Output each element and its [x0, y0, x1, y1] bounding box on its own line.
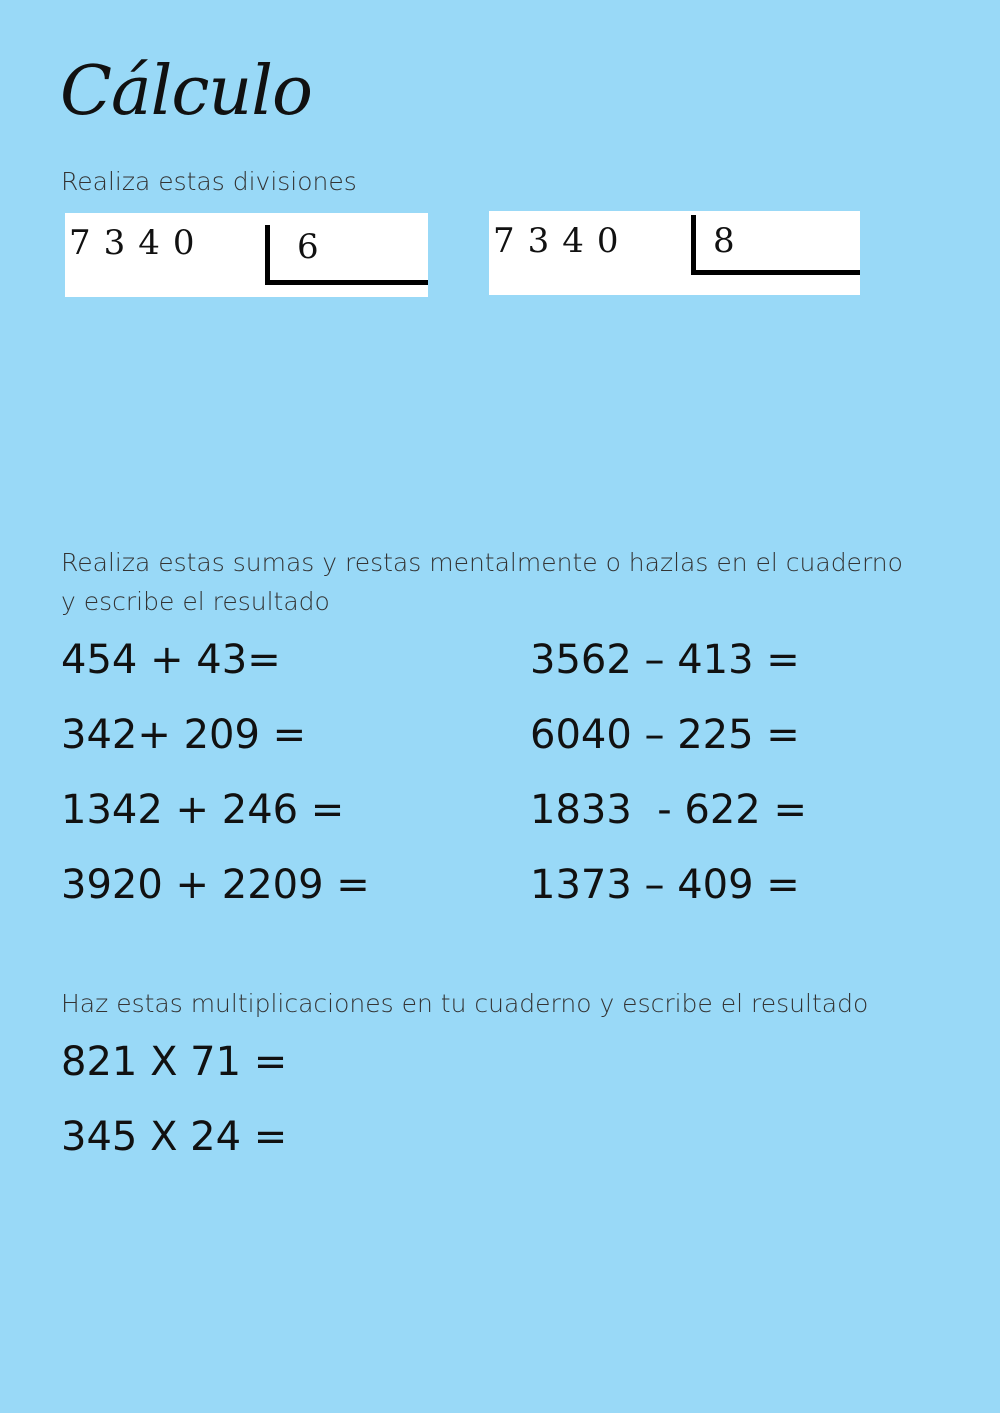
page-title: Cálculo — [60, 52, 312, 131]
dividend: 7340 — [493, 221, 632, 261]
subtraction-problem: 3562 – 413 = — [530, 637, 800, 683]
divisions-instruction: Realiza estas divisiones — [61, 167, 357, 196]
division-problem[interactable] — [489, 211, 860, 295]
sum-problem: 342+ 209 = — [61, 712, 307, 758]
multiplication-problem: 821 X 71 = — [61, 1039, 288, 1085]
division-bracket-horizontal — [265, 280, 428, 285]
sum-problem: 3920 + 2209 = — [61, 862, 370, 908]
divisor: 8 — [713, 221, 735, 261]
sum-problem: 454 + 43= — [61, 637, 281, 683]
subtraction-problem: 1833 - 622 = — [530, 787, 807, 833]
subtraction-problem: 6040 – 225 = — [530, 712, 800, 758]
multiplications-instruction: Haz estas multiplicaciones en tu cuaderno y escribe el resultado — [61, 989, 869, 1018]
divisor: 6 — [297, 227, 319, 267]
sums-instruction: Realiza estas sumas y restas mentalmente o hazlas en el cuaderno y escribe el resultado — [61, 548, 903, 616]
division-bracket-horizontal — [691, 270, 860, 275]
dividend: 7340 — [69, 223, 208, 263]
division-problem[interactable] — [65, 213, 428, 297]
multiplication-problem: 345 X 24 = — [61, 1114, 288, 1160]
sum-problem: 1342 + 246 = — [61, 787, 345, 833]
subtraction-problem: 1373 – 409 = — [530, 862, 800, 908]
division-bracket-vertical — [265, 225, 270, 285]
division-bracket-vertical — [691, 215, 696, 275]
